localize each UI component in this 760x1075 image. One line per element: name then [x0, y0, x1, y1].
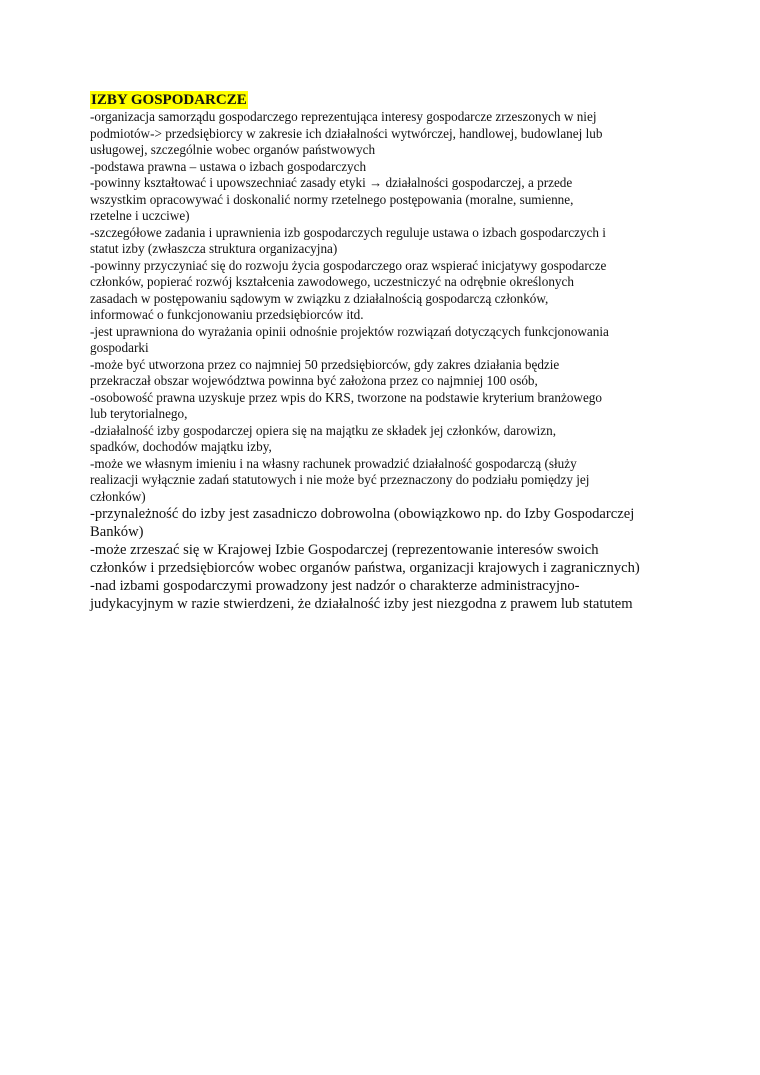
- paragraph-list: [90, 109, 680, 613]
- text-line: -może być utworzona przez co najmniej 50 przedsiębiorców, gdy zakres działania będzie: [90, 356, 560, 372]
- text-line: judykacyjnym w razie stwierdzeni, że działalność izby jest niezgodna z prawem lub statutem: [90, 596, 633, 612]
- paragraph: [90, 225, 680, 258]
- text-line: Banków): [90, 524, 144, 540]
- text-line: gospodarki: [90, 340, 149, 355]
- text-line: -przynależność do izby jest zasadniczo dobrowolna (obowiązkowo np. do Izby Gospodarczej: [90, 506, 635, 522]
- text-line: -podstawa prawna – ustawa o izbach gospodarczych: [90, 158, 367, 174]
- text-line: podmiotów-> przedsiębiorcy w zakresie ich działalności wytwórczej, handlowej, budowlanej lub: [90, 125, 603, 141]
- paragraph: [90, 357, 680, 390]
- paragraph: [90, 109, 680, 159]
- text-line: rzetelne i uczciwe): [90, 208, 190, 223]
- text-line: przekraczał obszar województwa powinna być założona przez co najmniej 100 osób,: [90, 373, 538, 388]
- text-line: wszystkim opracowywać i doskonalić normy rzetelnego postępowania (moralne, sumienne,: [90, 191, 574, 207]
- text-line: -działalność izby gospodarczej opiera się na majątku ze składek jej członków, darowizn,: [90, 422, 557, 438]
- text-line: informować o funkcjonowaniu przedsiębiorców itd.: [90, 307, 364, 322]
- text-line: -szczegółowe zadania i uprawnienia izb gospodarczych reguluje ustawa o izbach gospodarczych i: [90, 224, 606, 240]
- paragraph: [90, 505, 680, 541]
- text-line: członków, popierać rozwój kształcenia zawodowego, uczestniczyć na odrębnie określonych: [90, 274, 574, 289]
- text-line: lub terytorialnego,: [90, 406, 188, 421]
- text-line: członków i przedsiębiorców wobec organów państwa, organizacji krajowych i zagranicznych): [90, 560, 640, 576]
- text-line: zasadach w postępowaniu sądowym w związku z działalnością gospodarczą członków,: [90, 290, 549, 306]
- text-line: spadków, dochodów majątku izby,: [90, 439, 272, 454]
- paragraph: [90, 324, 680, 357]
- text-line: -może we własnym imieniu i na własny rachunek prowadzić działalność gospodarczą (służy: [90, 455, 577, 471]
- document-body: [90, 91, 680, 613]
- paragraph: [90, 175, 680, 225]
- text-line: -może zrzeszać się w Krajowej Izbie Gospodarczej (reprezentowanie interesów swoich: [90, 542, 599, 558]
- text-line: -osobowość prawna uzyskuje przez wpis do KRS, tworzone na podstawie kryterium branżowego: [90, 389, 602, 405]
- text-line: członków): [90, 488, 146, 504]
- text-line: -jest uprawniona do wyrażania opinii odnośnie projektów rozwiązań dotyczących funkcjonowania: [90, 323, 609, 339]
- text-line: realizacji wyłącznie zadań statutowych i nie może być przeznaczony do podziału pomiędzy jej: [90, 472, 590, 487]
- text-line: -powinny kształtować i upowszechniać zasady etyki → działalności gospodarczej, a przede: [90, 175, 573, 190]
- paragraph: [90, 577, 680, 613]
- paragraph: [90, 258, 680, 324]
- paragraph: [90, 541, 680, 577]
- text-line: statut izby (zwłaszcza struktura organizacyjna): [90, 241, 338, 256]
- document-title: IZBY GOSPODARCZE: [91, 92, 247, 108]
- paragraph: [90, 390, 680, 423]
- paragraph: [90, 159, 680, 176]
- text-line: -powinny przyczyniać się do rozwoju życia gospodarczego oraz wspierać inicjatywy gospodarcze: [90, 257, 607, 273]
- text-line: -nad izbami gospodarczymi prowadzony jest nadzór o charakterze administracyjno-: [90, 578, 580, 594]
- text-line: usługowej, szczególnie wobec organów państwowych: [90, 142, 376, 157]
- paragraph: [90, 423, 680, 456]
- paragraph: [90, 456, 680, 506]
- text-line: -organizacja samorządu gospodarczego reprezentująca interesy gospodarcze zrzeszonych w niej: [90, 109, 597, 124]
